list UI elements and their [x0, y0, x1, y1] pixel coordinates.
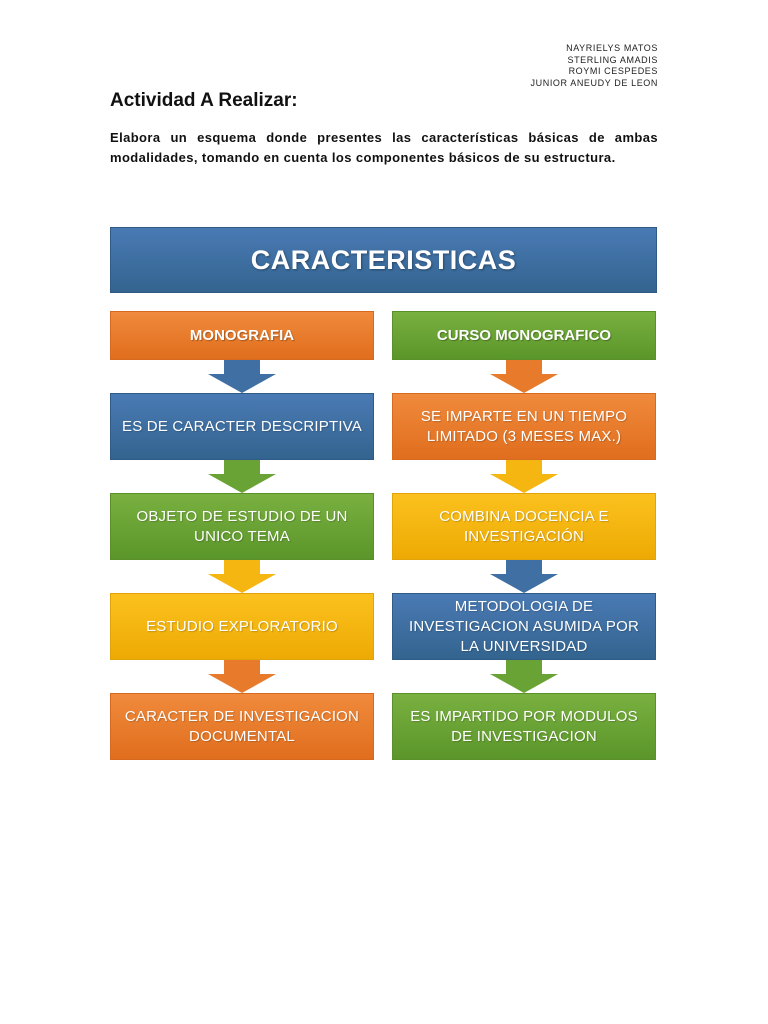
- activity-heading: Actividad A Realizar:: [110, 90, 298, 111]
- down-arrow-icon: [206, 460, 278, 494]
- down-arrow-icon: [488, 560, 560, 594]
- left-item: OBJETO DE ESTUDIO DE UN UNICO TEMA: [110, 493, 374, 560]
- down-arrow-icon: [206, 660, 278, 694]
- author-name: NAYRIELYS MATOS: [566, 43, 658, 53]
- right-item: COMBINA DOCENCIA E INVESTIGACIÓN: [392, 493, 656, 560]
- down-arrow-icon: [488, 660, 560, 694]
- author-name: JUNIOR ANEUDY DE LEON: [530, 77, 658, 88]
- right-item: METODOLOGIA DE INVESTIGACION ASUMIDA POR LA UNIVERSIDAD: [392, 593, 656, 660]
- author-name: STERLING AMADIS: [567, 54, 658, 65]
- diagram-title: CARACTERISTICAS: [110, 227, 657, 293]
- right-item: SE IMPARTE EN UN TIEMPO LIMITADO (3 MESES MAX.): [392, 393, 656, 460]
- down-arrow-icon: [206, 560, 278, 594]
- instructions-paragraph: Elabora un esquema donde presentes las características básicas de ambas modalidades, tomando en cuenta los componentes básicos de su estructura.: [110, 130, 658, 165]
- left-item: ESTUDIO EXPLORATORIO: [110, 593, 374, 660]
- right-column-header: CURSO MONOGRAFICO: [392, 311, 656, 360]
- left-item: ES DE CARACTER DESCRIPTIVA: [110, 393, 374, 460]
- down-arrow-icon: [206, 360, 278, 394]
- down-arrow-icon: [488, 360, 560, 394]
- left-item: CARACTER DE INVESTIGACION DOCUMENTAL: [110, 693, 374, 760]
- down-arrow-icon: [488, 460, 560, 494]
- left-column-header: MONOGRAFIA: [110, 311, 374, 360]
- author-name: ROYMI CESPEDES: [568, 66, 658, 76]
- right-item: ES IMPARTIDO POR MODULOS DE INVESTIGACION: [392, 693, 656, 760]
- authors-block: [531, 43, 658, 89]
